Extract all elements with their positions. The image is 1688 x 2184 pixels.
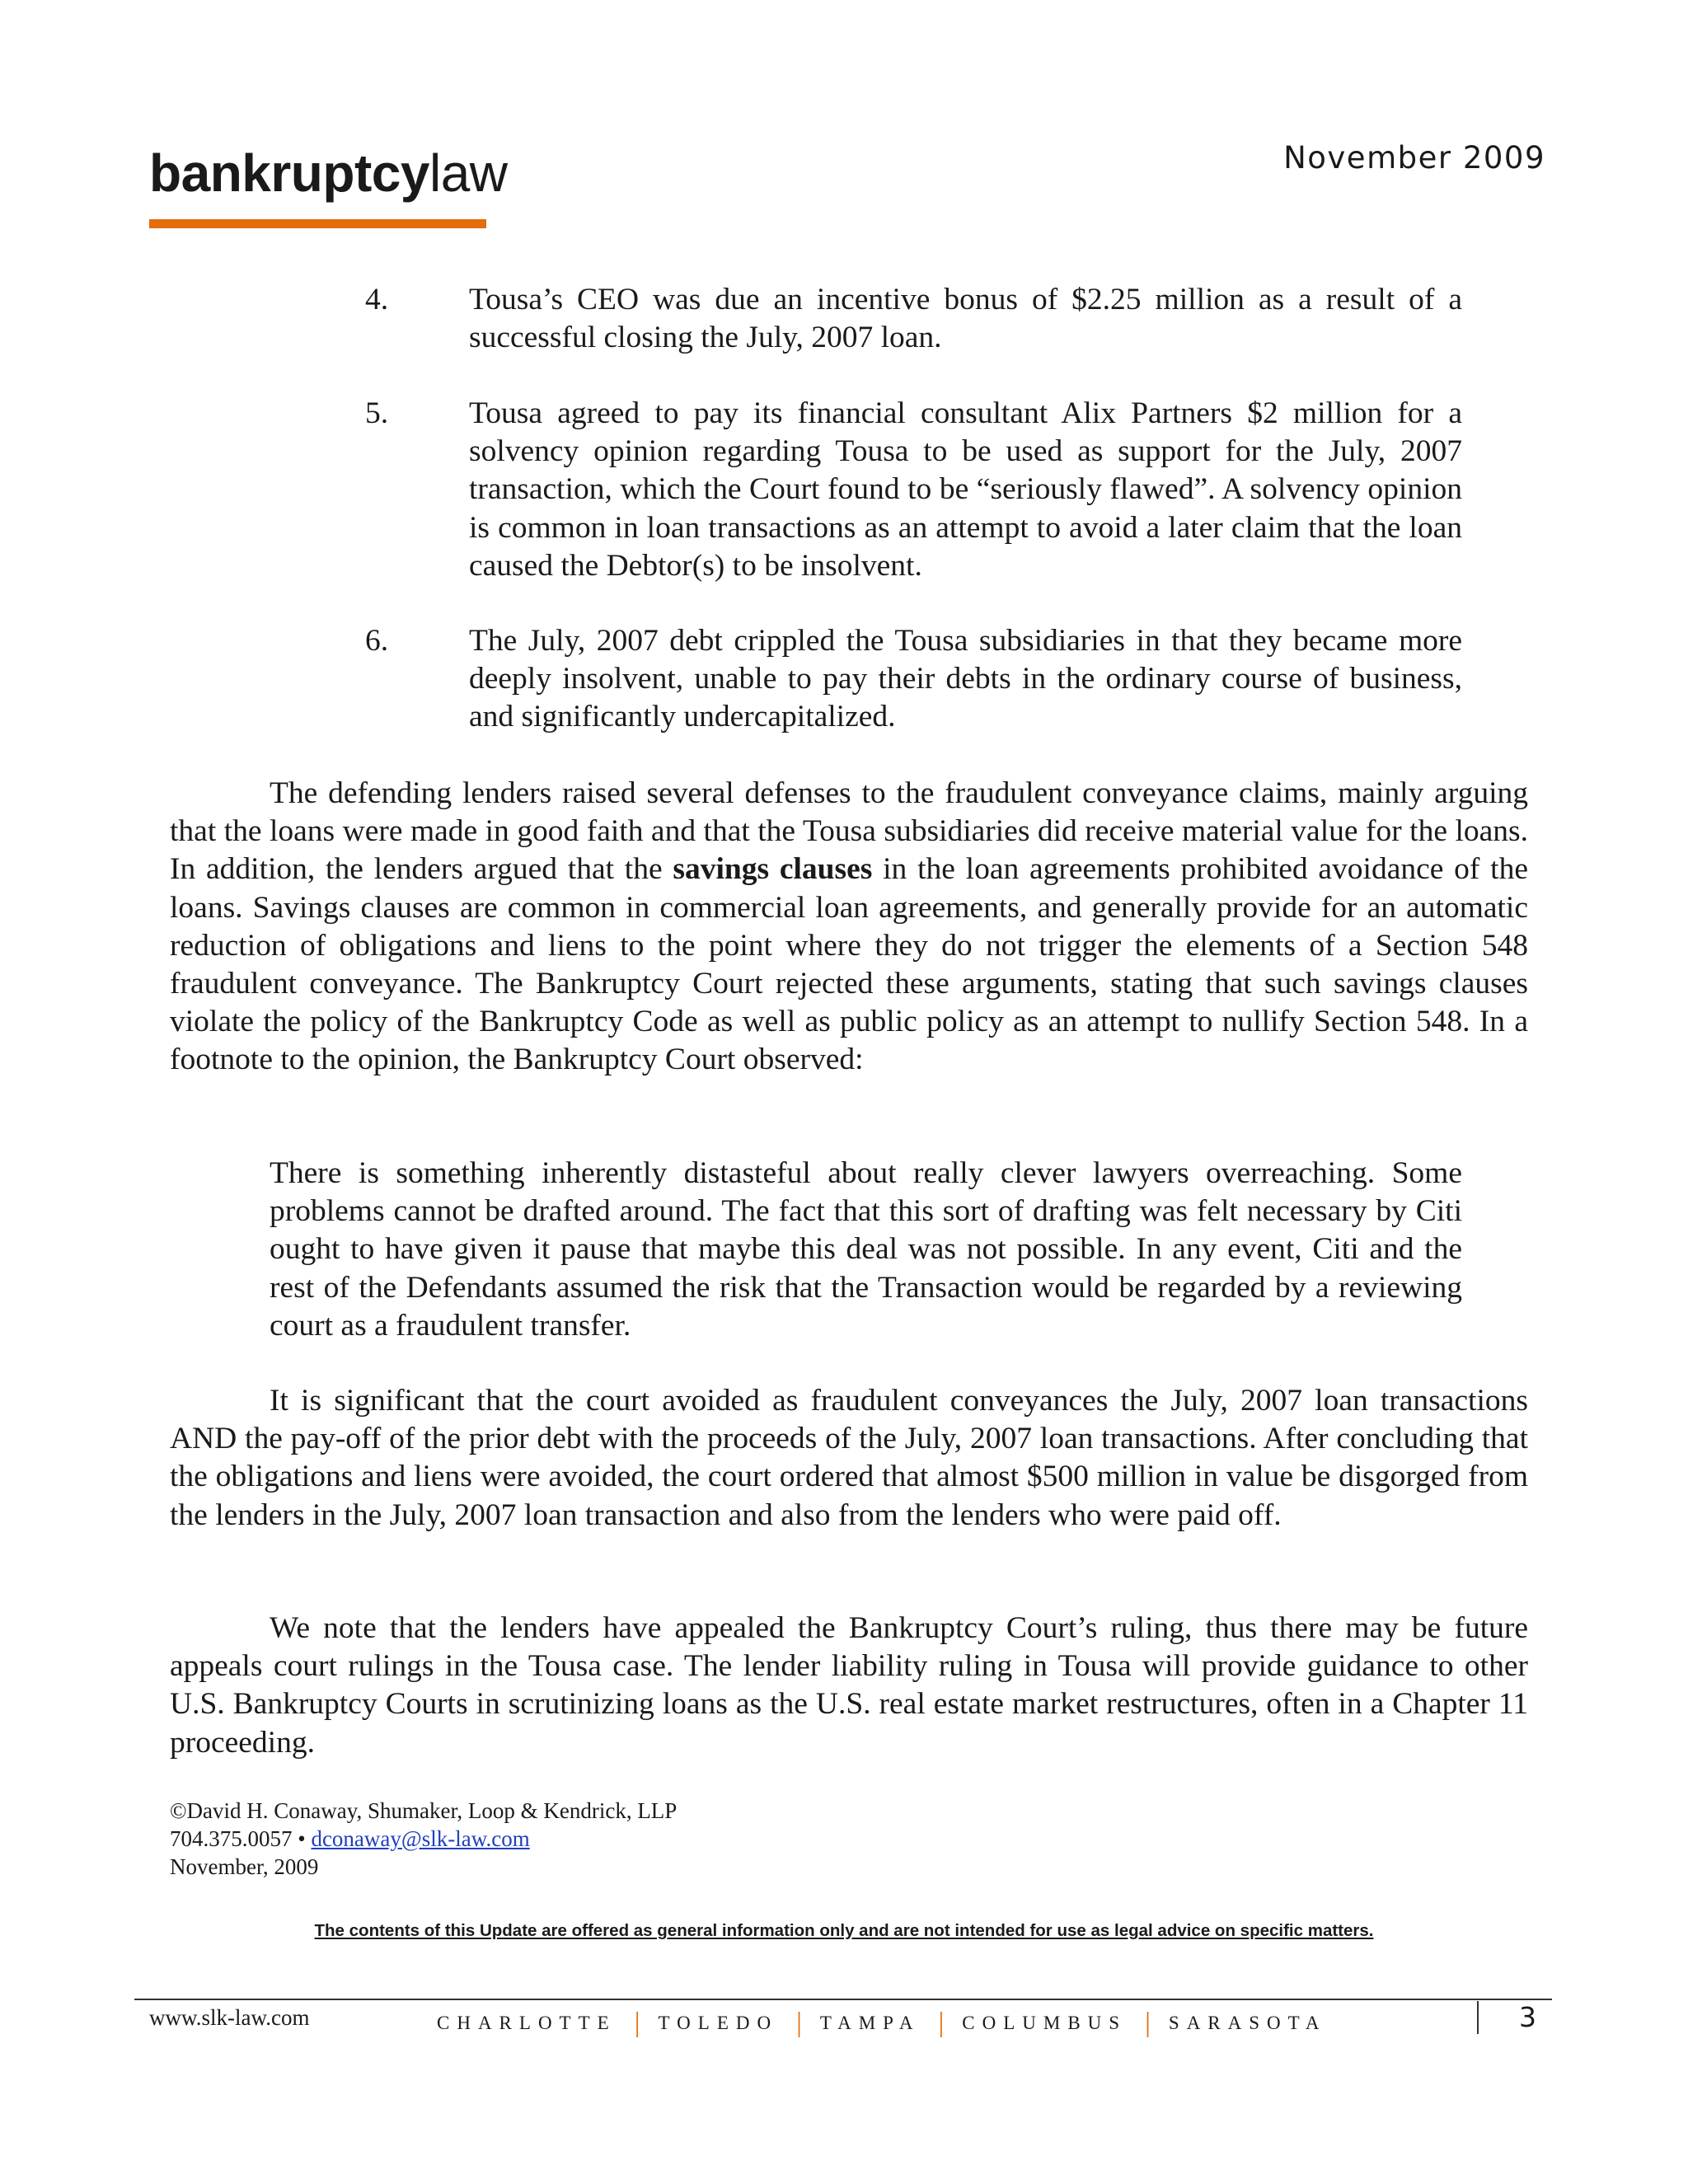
city-toledo: TOLEDO [658,2013,779,2033]
list-item-4: Tousa’s CEO was due an incentive bonus of $2.25 million as a result of a successful closing the July, 2007 loan. [469,283,1462,355]
savings-clauses-term: savings clauses [673,852,873,887]
city-separator: | [1145,2008,1151,2038]
paragraph-defenses-part1: The defending lenders raised several defenses to the fraudulent conveyance claims, mainly arguing that the loans were made in good faith and that the Tousa subsidiaries did receive material value for the loans. In addition, the lenders argued that the [170,776,1528,887]
footer-website: www.slk-law.com [149,2005,310,2030]
paragraph-avoidance: It is significant that the court avoided as fraudulent conveyances the July, 2007 loan transactions AND the pay-off of the prior debt with the proceeds of the July, 2007 loan transactions. After concluding that the obligations and liens were avoided, the court ordered that almost $500 million in value be disgorged from the lenders in the July, 2007 loan transaction and also from the lenders who were paid off. [170,1384,1528,1532]
footer-rule [134,1999,1552,2000]
credit-date: November, 2009 [170,1854,319,1879]
paragraph-appeal: We note that the lenders have appealed the Bankruptcy Court’s ruling, thus there may be future appeals court rulings in the Tousa case. The lender liability ruling in Tousa will provide guidance to other U.S. Bankruptcy Courts in scrutinizing loans as the U.S. real estate market restructures, often in a Chapter 11 proceeding. [170,1611,1528,1760]
court-footnote-quote: There is something inherently distasteful about really clever lawyers overreaching. Some problems cannot be drafted around. The fact that this sort of drafting was felt necessary by Citi ought to have given it pause that maybe this deal was not possible. In any event, Citi and the rest of the Defendants assumed the risk that the Transaction would be regarded by a reviewing court as a fraudulent transfer. [270,1156,1462,1343]
legal-disclaimer: The contents of this Update are offered as general information only and are not intended for use as legal advice on specific matters. [314,1921,1374,1940]
list-item-5: Tousa agreed to pay its financial consultant Alix Partners $2 million for a solvency opinion regarding Tousa to be used as support for the July, 2007 transaction, which the Court found to be “seriously flawed”. A solvency opinion is common in loan transactions as an attempt to avoid a later claim that the loan caused the Debtor(s) to be insolvent. [469,396,1462,583]
paragraph-defenses [170,775,1528,1080]
paragraph-defenses-part2: in the loan agreements prohibited avoidance of the loans. Savings clauses are common in commercial loan agreements, and generally provide for an automatic reduction of obligations and liens to the point where they do not trigger the elements of a Section 548 fraudulent conveyance. The Bankruptcy Court rejected these arguments, stating that such savings clauses violate the policy of the Bankruptcy Code as well as public policy as an attempt to nullify Section 548. In a footnote to the opinion, the Bankruptcy Court observed: [170,852,1528,1077]
author-credit: ©David H. Conaway, Shumaker, Loop & Kendrick, LLP [170,1798,678,1823]
logo-bold: bankruptcy [149,143,429,203]
city-separator: | [938,2008,945,2038]
list-number-6: 6. [365,624,389,658]
list-number-5: 5. [365,396,389,430]
page-number-divider [1477,2001,1479,2034]
city-sarasota: SARASOTA [1168,2013,1327,2033]
issue-date: November 2009 [1283,140,1545,176]
city-separator: | [796,2008,802,2038]
brand-logo [149,143,508,203]
city-columbus: COLUMBUS [962,2013,1128,2033]
city-tampa: TAMPA [819,2013,921,2033]
city-separator: | [634,2008,640,2038]
city-charlotte: CHARLOTTE [437,2013,617,2033]
author-phone: 704.375.0057 • [170,1826,312,1851]
author-contact [170,1825,530,1854]
logo-light: law [429,143,508,203]
page-number: 3 [1519,2001,1536,2033]
list-number-4: 4. [365,283,389,316]
author-email-link[interactable]: dconaway@slk-law.com [311,1826,530,1851]
office-cities [437,2008,1326,2039]
list-item-6: The July, 2007 debt crippled the Tousa subsidiaries in that they became more deeply insolvent, unable to pay their debts in the ordinary course of business, and significantly undercapitalized. [469,624,1462,734]
logo-underline-bar [149,219,486,228]
